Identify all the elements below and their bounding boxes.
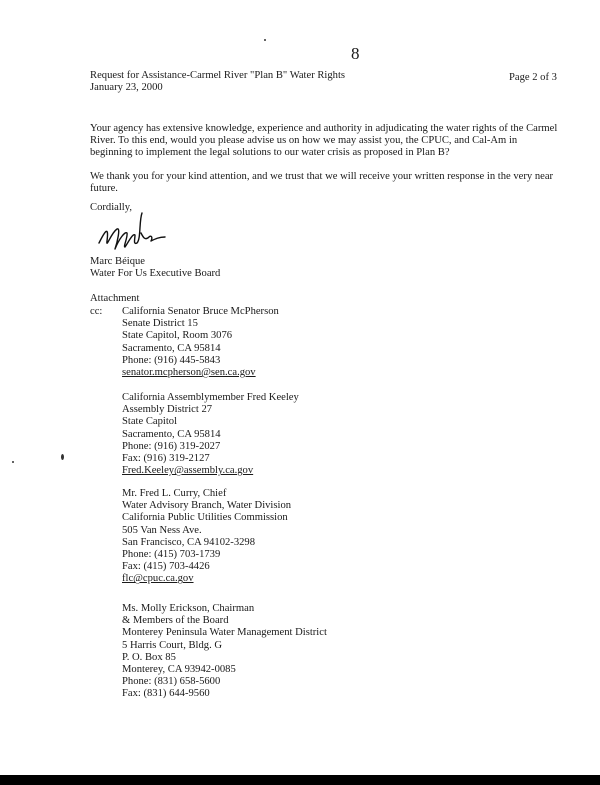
address-line: Phone: (831) 658-5600: [122, 676, 221, 688]
address-line: Phone: (415) 703-1739: [122, 549, 221, 561]
address-line: Sacramento, CA 95814: [122, 342, 221, 354]
page-of-label: Page 2 of 3: [509, 72, 557, 83]
address-line: Senate District 15: [122, 318, 198, 330]
address-line: California Public Utilities Commission: [122, 512, 288, 524]
address-line: 5 Harris Court, Bldg. G: [122, 639, 223, 651]
scan-speck: [12, 461, 14, 463]
signer-block: [90, 256, 220, 280]
closing: Cordially,: [90, 202, 132, 213]
attachment-label: Attachment: [90, 293, 140, 304]
email-address: flc@cpuc.ca.gov: [122, 573, 194, 585]
cc-recipient-curry: [122, 488, 291, 586]
scan-speck: [264, 39, 266, 41]
body-paragraph-1: Your agency has extensive knowledge, experience and authority in adjudicating the water rights of the Carmel River. To this end, would you please advise us on how we may assist you, the CPUC, and Cal-Am in beginning to implement the legal solutions to our water crisis as proposed in Plan B?: [90, 123, 558, 159]
signer-title: Water For Us Executive Board: [90, 268, 221, 280]
page-number: 8: [351, 44, 360, 63]
cc-recipient-mcpherson: [122, 306, 279, 379]
address-line: Assembly District 27: [122, 404, 213, 416]
address-line: San Francisco, CA 94102-3298: [122, 536, 256, 548]
address-line: Monterey Peninsula Water Management District: [122, 627, 327, 639]
cc-label: cc:: [90, 306, 103, 317]
address-line: Sacramento, CA 95814: [122, 428, 221, 440]
address-line: California Senator Bruce McPherson: [122, 306, 279, 317]
signer-name: Marc Béique: [90, 256, 146, 267]
scan-speck: [61, 454, 64, 460]
address-line: P. O. Box 85: [122, 651, 176, 663]
letter-header: [90, 70, 390, 94]
address-line: Ms. Molly Erickson, Chairman: [122, 603, 255, 614]
address-line: 505 Van Ness Ave.: [122, 524, 202, 536]
address-line: Fax: (916) 319-2127: [122, 453, 210, 465]
address-line: Monterey, CA 93942-0085: [122, 664, 236, 676]
body-paragraph-2: We thank you for your kind attention, and we trust that we will receive your written response in the very near future.: [90, 171, 554, 195]
address-line: Phone: (916) 445-5843: [122, 354, 221, 366]
signature-image: [95, 203, 170, 259]
address-line: & Members of the Board: [122, 615, 229, 627]
header-date: January 23, 2000: [90, 82, 163, 94]
email-address: senator.mcpherson@sen.ca.gov: [122, 367, 256, 379]
address-line: State Capitol, Room 3076: [122, 330, 233, 342]
address-line: Fax: (415) 703-4426: [122, 561, 210, 573]
address-line: California Assemblymember Fred Keeley: [122, 392, 299, 403]
address-line: Fax: (831) 644-9560: [122, 688, 210, 700]
scan-edge-bar: [0, 775, 600, 785]
cc-recipient-erickson: [122, 603, 327, 701]
address-line: State Capitol: [122, 416, 178, 428]
address-line: Water Advisory Branch, Water Division: [122, 500, 292, 512]
address-line: Mr. Fred L. Curry, Chief: [122, 488, 227, 499]
email-address: Fred.Keeley@assembly.ca.gov: [122, 465, 254, 477]
header-subject: Request for Assistance-Carmel River "Plan B" Water Rights: [90, 70, 346, 81]
address-line: Phone: (916) 319-2027: [122, 440, 221, 452]
cc-recipient-keeley: [122, 392, 299, 477]
